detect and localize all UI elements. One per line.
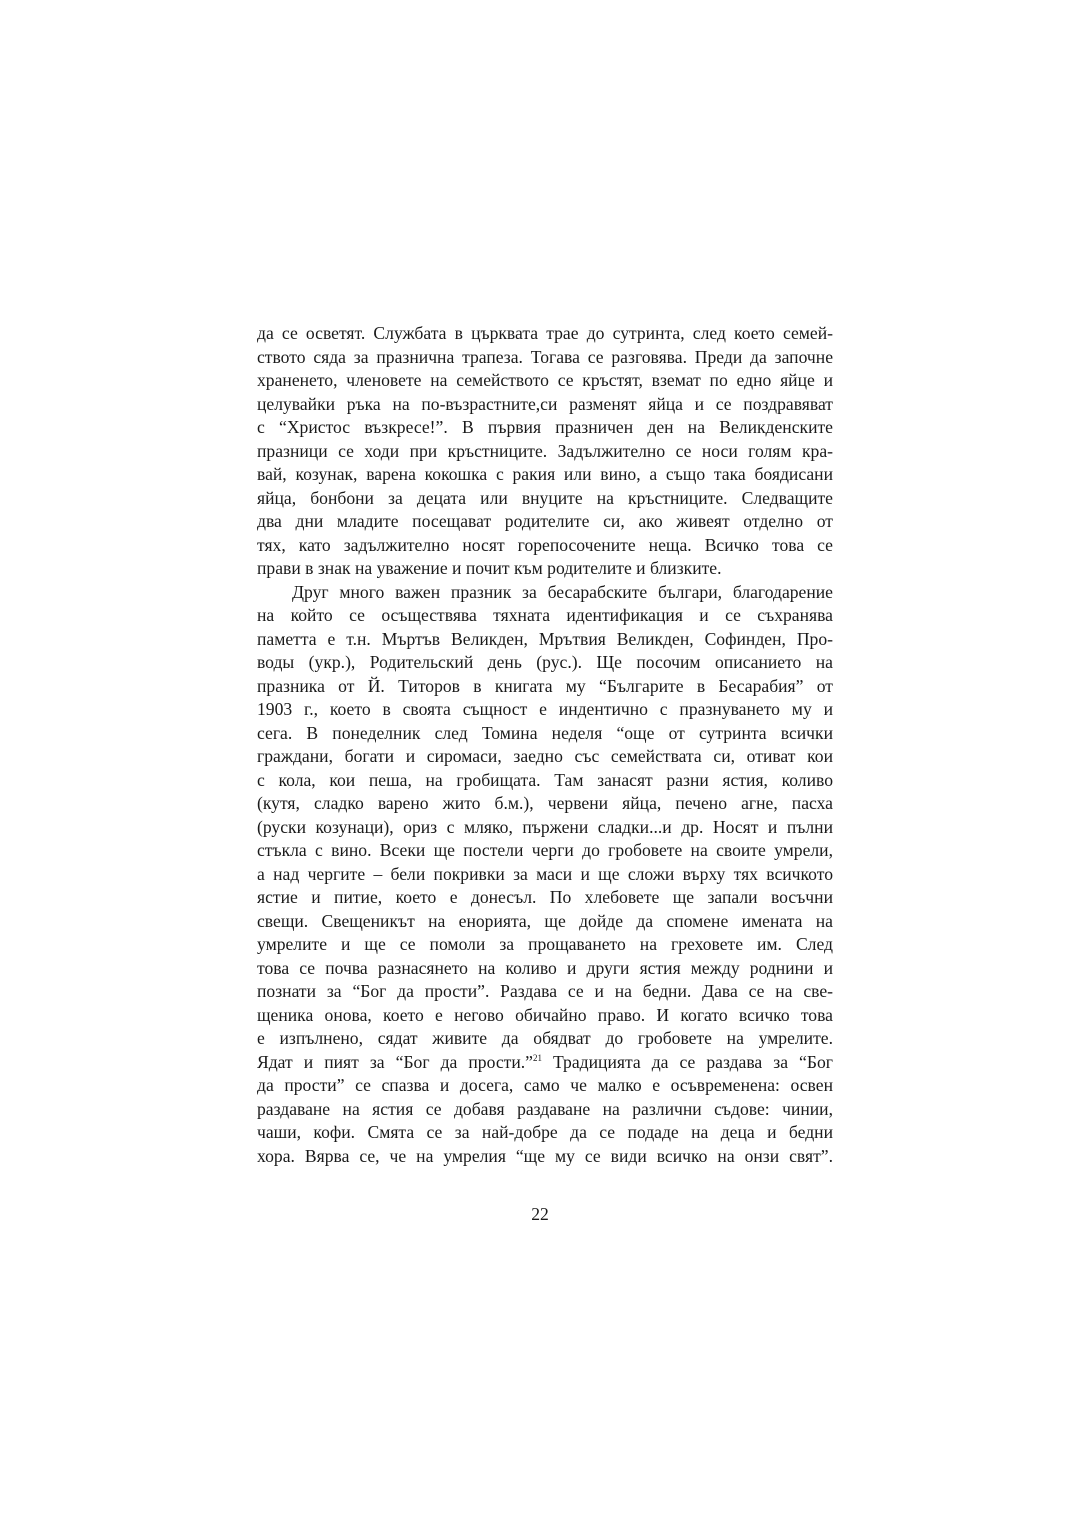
- text-line: хора. Вярва се, че на умрелия “ще му се види всичко на онзи свят”.: [257, 1145, 833, 1166]
- footnote-line-after: Традицията да се раздава за “Бог: [541, 1051, 833, 1072]
- text-line: ястие и питие, което е донесъл. По хлебовете ще запали восъчни: [257, 887, 833, 907]
- text-line: целувайки ръка на по-възрастните,си разменят яйца и се поздравяват: [257, 393, 833, 414]
- text-line: раздаване на ястия се добавя раздаване на различни съдове: чинии,: [257, 1098, 833, 1119]
- text-line: тях, като задължително носят горепосочените неща. Всичко това се: [257, 534, 833, 555]
- text-line: това се почва разнасянето на коливо и други ястия между роднини и: [257, 957, 833, 978]
- text-line: е изпълнено, сядат живите да обядват до гробовете на умрелите.: [257, 1028, 833, 1048]
- text-line: прави в знак на уважение и почит към родителите и близките.: [257, 558, 722, 578]
- text-line: два дни младите посещават родителите си, ако живеят отделно от: [257, 511, 833, 531]
- text-line: храненето, членовете на семейството се кръстят, вземат по едно яйце и: [257, 370, 833, 390]
- text-line: 1903 г., което в своята същност е индентично с празнуването му и: [257, 699, 833, 719]
- text-line: вай, козунак, варена кокошка с ракия или вино, а също така боядисани: [257, 464, 833, 484]
- text-line: с кола, кои пеша, на гробищата. Там занасят разни ястия, коливо: [257, 769, 833, 790]
- footnote-line-before: Ядат и пият за “Бог да прости.”: [257, 1051, 533, 1072]
- text-line: свещи. Свещеникът на енорията, ще дойде да спомене имената на: [257, 910, 833, 931]
- text-line: воды (укр.), Родительский день (рус.). Ще посочим описанието на: [257, 652, 833, 672]
- text-line: умрелите и ще се помоли за прощаването на греховете им. След: [257, 934, 833, 954]
- text-line: да прости” се спазва и досега, само че малко е осъвременена: освен: [257, 1075, 833, 1095]
- body-text: [257, 322, 833, 1168]
- footnote-marker[interactable]: 21: [532, 1052, 542, 1063]
- text-line: (кутя, сладко варено жито б.м.), червени яйца, печено агне, пасха: [257, 793, 833, 813]
- page-number: 22: [531, 1204, 549, 1224]
- text-line: познати за “Бог да прости”. Раздава се и на бедни. Дава се на све-: [257, 981, 833, 1001]
- text-line: на който се осъществява тяхната идентификация и се съхранява: [257, 605, 833, 625]
- text-line: Друг много важен празник за бесарабските българи, благодарение: [292, 581, 833, 602]
- text-line: граждани, богати и сиромаси, заедно със семействата си, отиват кои: [257, 746, 833, 766]
- text-line: да се осветят. Службата в църквата трае до сутринта, след което семей-: [257, 323, 833, 343]
- text-line: (руски козунаци), ориз с мляко, пържени сладки...и др. Носят и пълни: [257, 816, 833, 837]
- text-line: паметта е т.н. Мъртъв Великден, Мрътвия Великден, Софинден, Про-: [257, 628, 833, 649]
- text-line-with-footnote: [257, 1051, 833, 1075]
- text-line: сега. В понеделник след Томина неделя “още от сутринта всички: [257, 722, 833, 743]
- text-line: чаши, кофи. Смята се за най-добре да се подаде на деца и бедни: [257, 1122, 833, 1142]
- text-line: щеника онова, което е негово обичайно право. И когато всичко това: [257, 1004, 833, 1025]
- text-line: празника от Й. Титоров в книгата му “Българите в Бесарабия” от: [257, 675, 833, 696]
- text-line: стъкла с вино. Всеки ще постели черги до гробовете на своите умрели,: [257, 840, 833, 860]
- text-line: а над чергите – бели покривки за маси и ще сложи върху тях всичкото: [257, 863, 833, 884]
- text-line: с “Христос възкресе!”. В първия празничен ден на Великденските: [257, 417, 833, 437]
- text-line: празници се ходи при кръстниците. Задължително се носи голям кра-: [257, 440, 833, 461]
- text-line: яйца, бонбони за децата или внуците на кръстниците. Следващите: [257, 487, 833, 508]
- text-line: ството сяда за празнична трапеза. Тогава се разговява. Преди да започне: [257, 346, 833, 367]
